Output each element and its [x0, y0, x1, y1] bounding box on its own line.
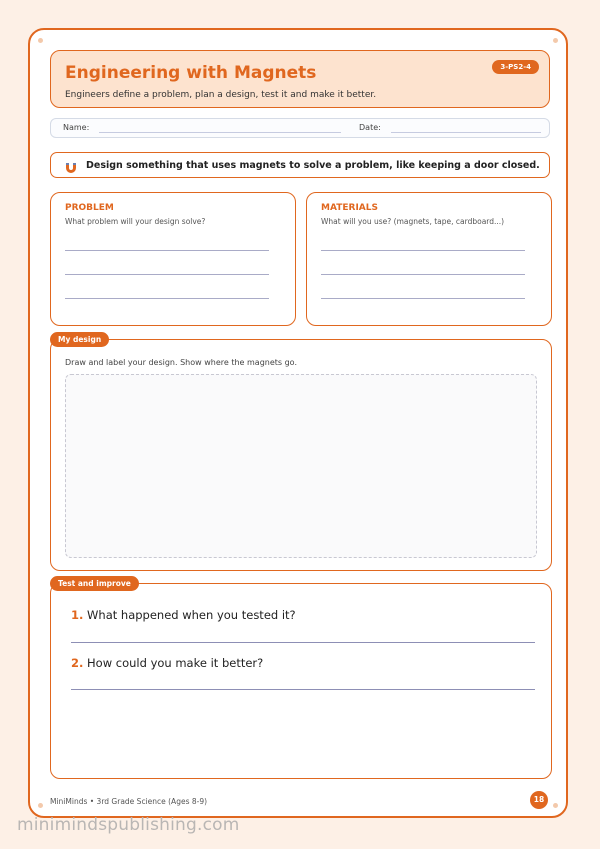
design-prompt	[50, 152, 550, 178]
problem-question: What problem will your design solve?	[65, 217, 206, 226]
prompt-text: Design something that uses magnets to solve a problem, like keeping a door closed.	[86, 160, 540, 171]
name-label: Name:	[63, 123, 90, 132]
page-number: 18	[530, 791, 548, 809]
question-2	[71, 656, 263, 670]
watermark: minimindspublishing.com	[17, 815, 240, 835]
question-text: What happened when you tested it?	[87, 608, 296, 622]
writing-line[interactable]	[65, 250, 269, 251]
date-label: Date:	[359, 123, 381, 132]
writing-line[interactable]	[321, 250, 525, 251]
test-box	[50, 579, 552, 779]
problem-heading: PROBLEM	[65, 203, 114, 213]
page-subtitle: Engineers define a problem, plan a design, test it and make it better.	[65, 90, 377, 100]
design-tab: My design	[50, 332, 109, 347]
writing-line[interactable]	[65, 298, 269, 299]
name-field[interactable]	[99, 132, 341, 133]
corner-dot	[553, 803, 558, 808]
answer-line[interactable]	[71, 689, 535, 690]
writing-line[interactable]	[321, 274, 525, 275]
question-number: 1.	[71, 608, 84, 622]
footer-text: MiniMinds • 3rd Grade Science (Ages 8-9)	[50, 797, 208, 806]
writing-line[interactable]	[65, 274, 269, 275]
corner-dot	[553, 38, 558, 43]
drawing-area[interactable]	[65, 374, 537, 558]
question-text: How could you make it better?	[87, 656, 264, 670]
design-instruction: Draw and label your design. Show where the magnets go.	[65, 358, 297, 367]
worksheet-page	[28, 28, 568, 818]
test-tab: Test and improve	[50, 576, 139, 591]
design-box	[50, 335, 552, 571]
answer-line[interactable]	[71, 642, 535, 643]
problem-box	[50, 192, 296, 326]
name-date-bar	[50, 118, 550, 138]
question-1	[71, 608, 296, 622]
corner-dot	[38, 803, 43, 808]
standard-badge: 3-PS2-4	[492, 60, 539, 74]
writing-line[interactable]	[321, 298, 525, 299]
corner-dot	[38, 38, 43, 43]
materials-heading: MATERIALS	[321, 203, 378, 213]
date-field[interactable]	[391, 132, 541, 133]
page-title: Engineering with Magnets	[65, 63, 317, 83]
materials-box	[306, 192, 552, 326]
magnet-icon	[65, 159, 77, 178]
question-number: 2.	[71, 656, 84, 670]
materials-question: What will you use? (magnets, tape, cardboard...)	[321, 217, 505, 226]
header-banner	[50, 50, 550, 108]
